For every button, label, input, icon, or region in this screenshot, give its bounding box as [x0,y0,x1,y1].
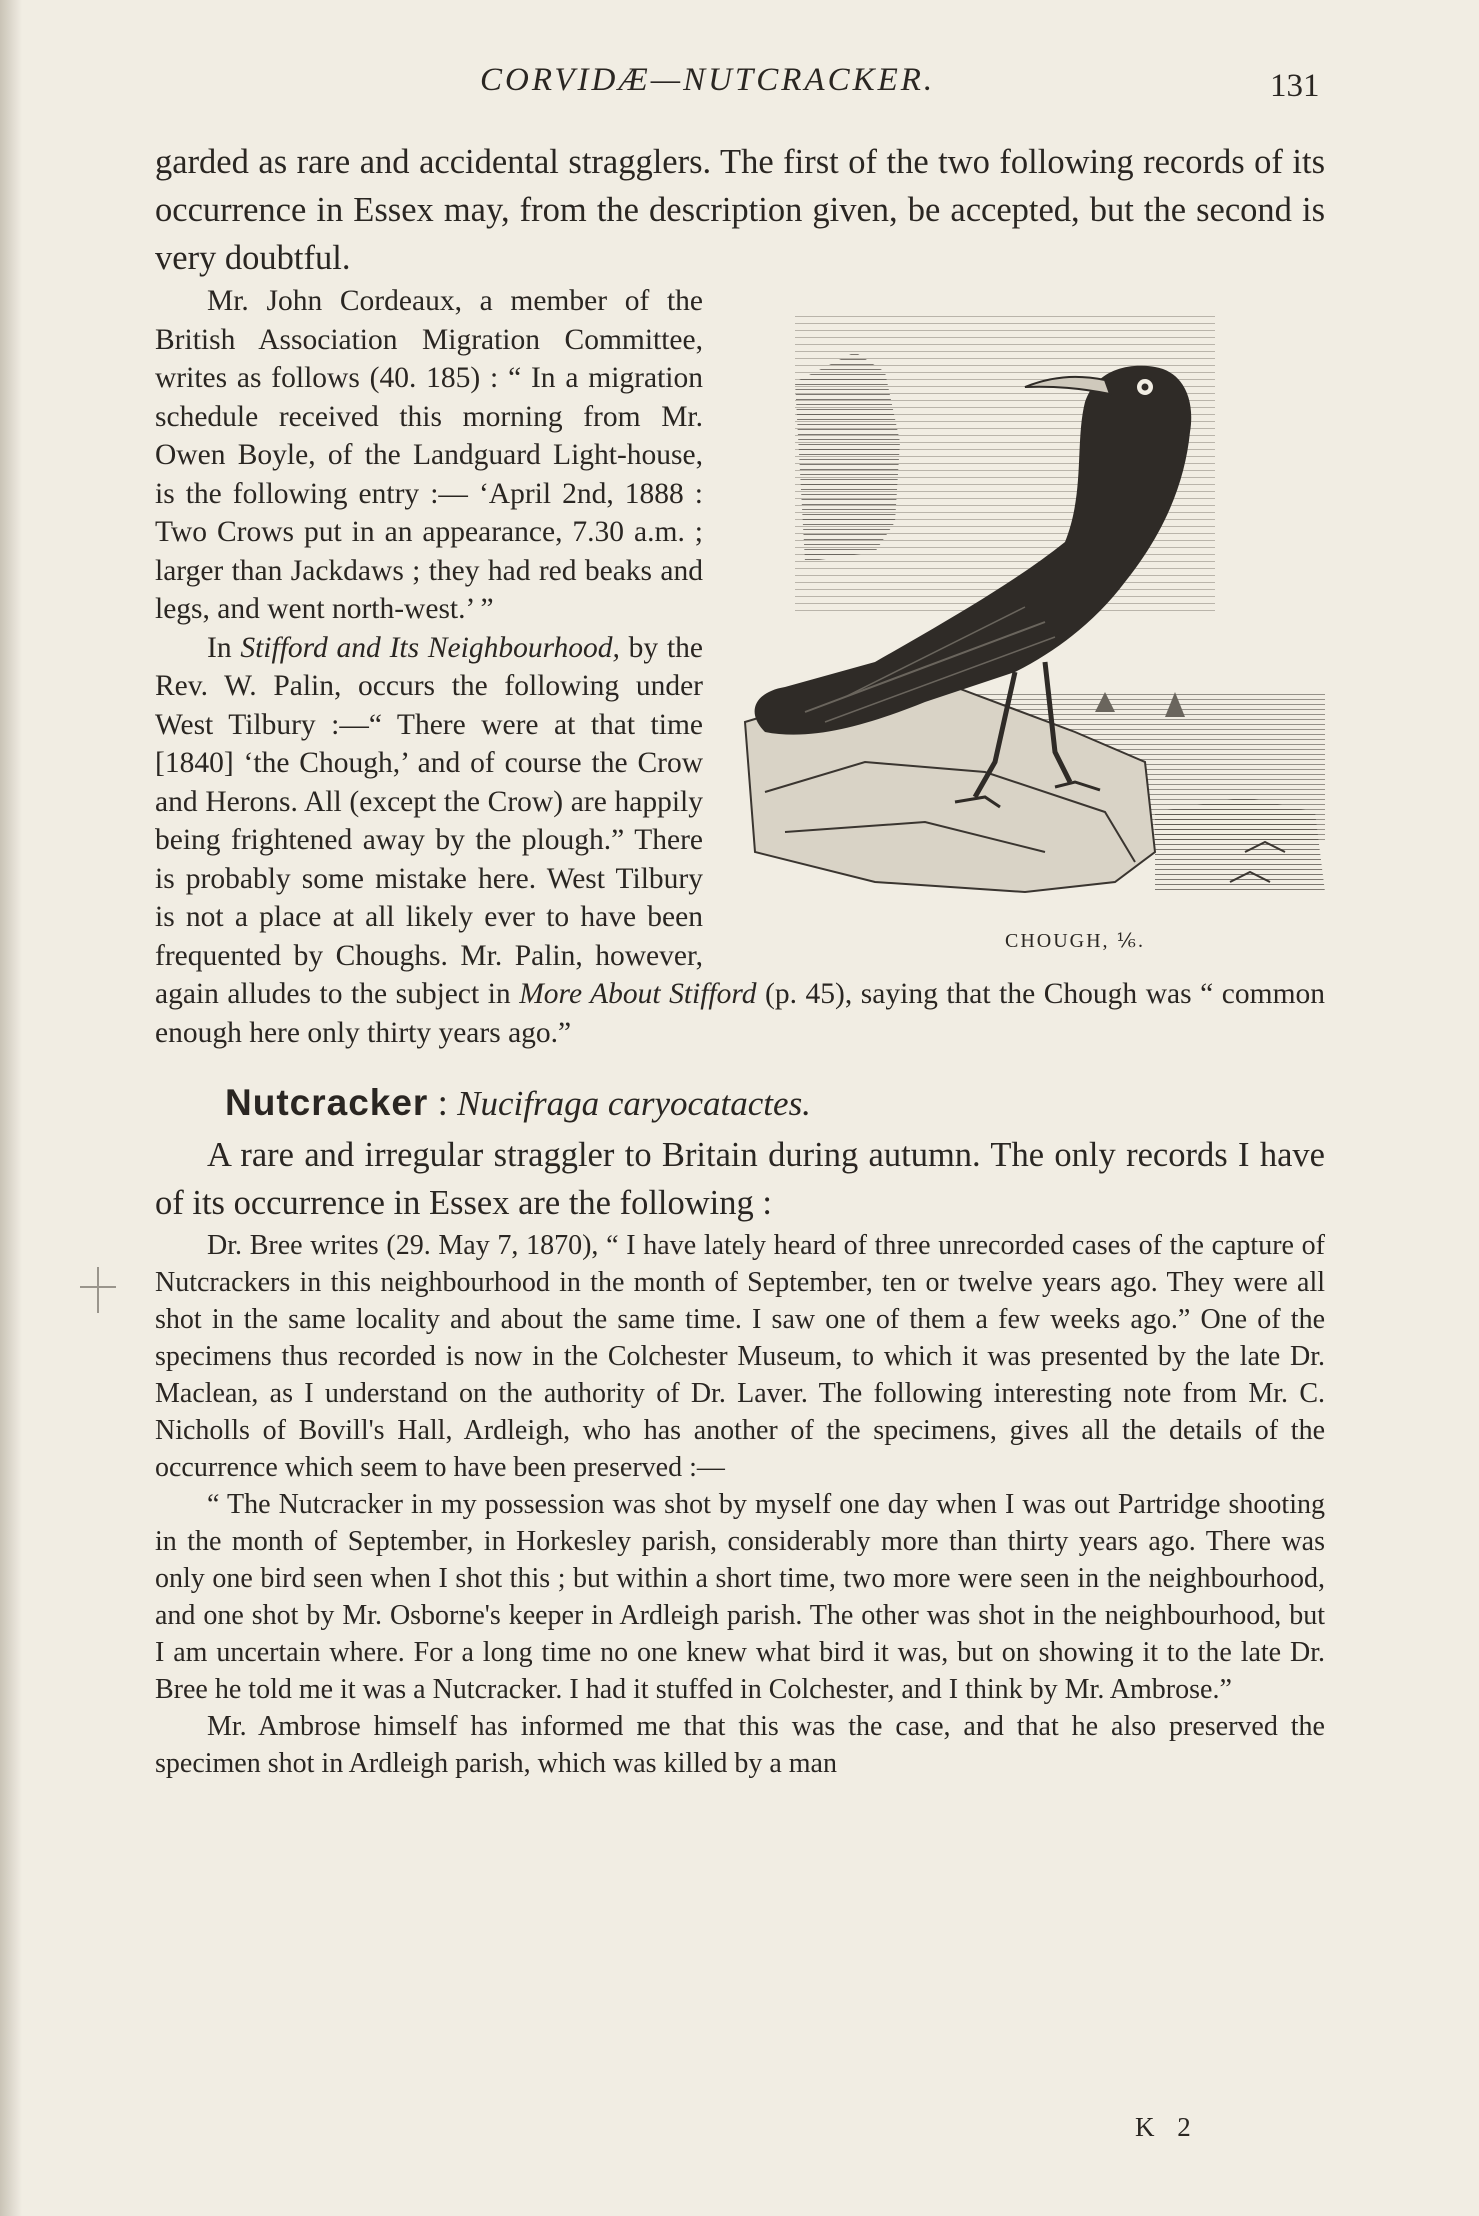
paragraph-continued: garded as rare and accidental stragglers. The first of the two following records of its occurrence in Essex may, from the description given, be accepted, but the second is very doubtful. [155,143,1325,277]
book-title-stifford: Stifford and Its Neighbourhood, [240,631,620,664]
paragraph-cordeaux: Mr. John Cordeaux, a member of the British Association Migration Committee, writes as follows (40. 185) : “ In a migration schedule received this morning from Mr. Owen Boyle, of the Landguard Light-house, is the following entry :— ‘April 2nd, 1888 : Two Crows put in an appearance, 7.30 a.m. ; larger than Jackdaws ; they had red beaks and legs, and went north-west.’ ” [155,285,703,625]
palin-text-c: (p. 45), saying that the Chough was “ common enough here only thirty years ago.” [155,978,1326,1049]
heading-scientific-name: Nucifraga caryocatactes. [457,1084,811,1123]
palin-text-a: In [207,631,241,664]
running-head: CORVIDÆ—NUTCRACKER. [480,62,936,98]
body-text [155,138,1325,1782]
page-number: 131 [1270,68,1320,104]
paragraph-ambrose: Mr. Ambrose himself has informed me that this was the case, and that he also preserved the specimen shot in Ardleigh parish, which was killed by a man [155,1711,1325,1779]
page-gutter-shadow [0,0,22,2216]
chough-engraving-image [725,292,1325,924]
book-title-more-about-stifford: More About Stifford [519,978,757,1010]
heading-common-name: Nutcracker [225,1082,429,1123]
margin-cross-mark [78,1265,118,1315]
heading-separator: : [428,1083,458,1124]
paragraph-nicholls-quote: “ The Nutcracker in my possession was shot by myself one day when I was out Partridge shooting in the month of September, in Horkesley parish, considerably more than thirty years ago. There was only one bird seen when I shot this ; but within a short time, two more were seen in the neighbourhood, and one shot by Mr. Osborne's keeper in Ardleigh parish. The other was shot in the neighbourhood, but I am uncertain where. For a long time no one knew what bird it was, but on showing it to the late Dr. Bree he told me it was a Nutcracker. I had it stuffed in Colchester, and I think by Mr. Ambrose.” [155,1489,1325,1705]
figure-caption: CHOUGH, ⅙. [1005,930,1145,952]
paragraph-nutcracker-intro: A rare and irregular straggler to Britain during autumn. The only records I have of its occurrence in Essex are the following : [155,1136,1325,1222]
section-heading-nutcracker [225,1082,1325,1125]
palin-text-b: by the Rev. W. Palin, occurs the following under West Tilbury :—“ There were at that time [1840] ‘the Chough,’ and of course the Crow and Herons. All (except the Crow) are happily being frightened away by the plough.” There is probably some mistake here. West Tilbury is not a place at all likely ever to have been frequented by Choughs. Mr. Palin, however, again alludes to the subject in [155,631,703,1010]
paragraph-bree: Dr. Bree writes (29. May 7, 1870), “ I have lately heard of three unrecorded cases of the capture of Nutcrackers in this neighbourhood in the month of September, ten or twelve years ago. They were all shot in the same locality and about the same time. I saw one of them a few weeks ago.” One of the specimens thus recorded is now in the Colchester Museum, to which it was presented by the late Dr. Maclean, as I understand on the authority of Dr. Laver. The following interesting note from Mr. C. Nicholls of Bovill's Hall, Ardleigh, who has another of the specimens, gives all the details of the occurrence which seem to have been preserved :— [155,1230,1325,1483]
page-header [0,62,1479,112]
chough-illustration [725,292,1325,964]
signature-mark: K 2 [1135,2112,1199,2142]
